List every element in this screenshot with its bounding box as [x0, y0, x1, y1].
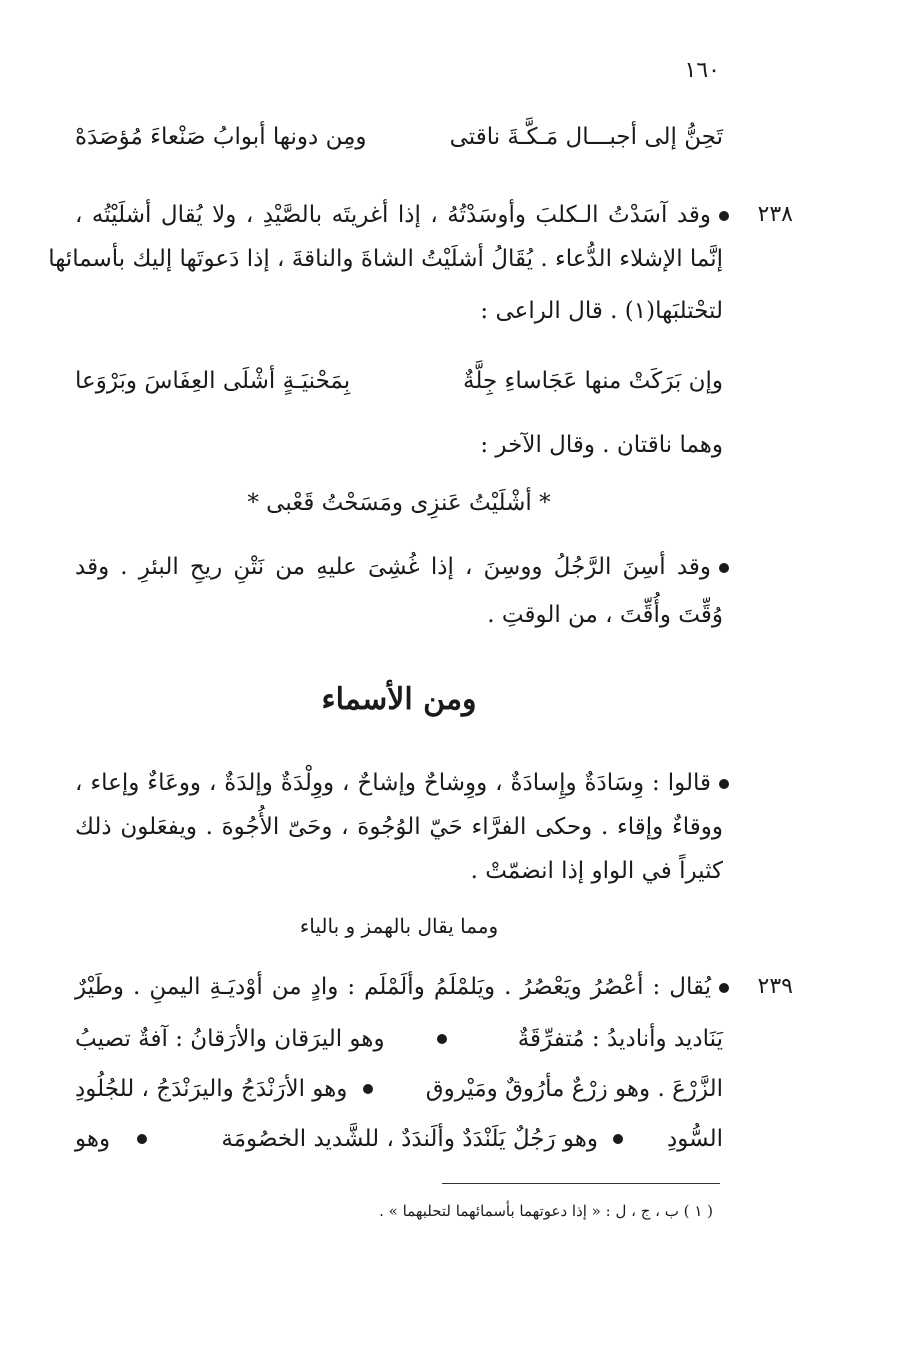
- entry-238-half-verse: * أشْلَيْتُ عَنزِى ومَسَحْتُ قَعْبى *: [247, 490, 551, 516]
- entry-239-segment: وهو الأرَنْدَجُ واليرَنْدَجُ ، للجُلُودِ: [75, 1076, 348, 1102]
- bullet-icon: [363, 1084, 373, 1094]
- bullet-icon: [437, 1034, 447, 1044]
- entry-239-line-4: [75, 1124, 723, 1154]
- bullet-icon: [719, 211, 729, 221]
- subheading: ومما يقال بالهمز و بالياء: [299, 914, 499, 938]
- entry-239-line-2: [75, 1024, 723, 1054]
- verse-left-hemistich: ومِن دونها أبوابُ صَنْعاءَ مُؤصَدَهْ: [75, 124, 367, 150]
- section-paragraph-line-3: كثيراً في الواو إذا انضمّتْ .: [470, 858, 723, 884]
- section-heading: ومن الأسماء: [321, 682, 477, 717]
- entry-238-after-verse: وهما ناقتان . وقال الآخر :: [480, 432, 723, 458]
- entry-number-238: ٢٣٨: [757, 202, 793, 227]
- section-paragraph-line-1: قالوا : وِسَادَةٌ وإِسادَةٌ ، ووِشاحٌ وإشاحٌ ، ووِلْدَةٌ وإلدَةٌ ، ووعَاءٌ وإعاء ،: [75, 770, 711, 796]
- verse-left-hemistich: بِمَحْنيَـةٍ أشْلَى العِفَاسَ وبَرْوَعا: [75, 368, 351, 394]
- entry-239-segment: الزَّرْعَ . وهو زرْعٌ مأرُوقٌ ومَيْروق: [425, 1076, 723, 1102]
- footnote: ( ١ ) ب ، ج ، ل : « إذا دعوتهما بأسمائهما لتحلبهما » .: [379, 1202, 713, 1220]
- entry-238-line-3: لتحْتلبَها(١) . قال الراعى :: [480, 298, 723, 324]
- entry-238-verse: [75, 366, 723, 396]
- verse-right-hemistich: وإن بَرَكَتْ منها عَجَاساءِ جِلَّةٌ: [463, 368, 723, 394]
- entry-239-segment: وهو اليرَقان والأرَقانُ : آفةٌ تصيبُ: [75, 1026, 385, 1052]
- verse-right-hemistich: تَحِنُّ إلى أجبـــال مَـكَّـةَ ناقتى: [449, 124, 723, 150]
- entry-238-line-1: وقد آسَدْتُ الـكلبَ وأوسَدْتُهُ ، إذا أغريتَه بالصَّيْدِ ، ولا يُقال أشلَيْتُه ،: [75, 202, 711, 228]
- entry-238-sub-line-1: وقد أسِنَ الرَّجُلُ ووسِنَ ، إذا غُشِىَ عليهِ من نَتْنِ ريحِ البئرِ . وقد: [75, 554, 711, 580]
- bullet-icon: [719, 983, 729, 993]
- entry-239-segment: السُّودِ: [666, 1126, 723, 1152]
- entry-239-segment: وهو: [75, 1126, 111, 1152]
- section-paragraph-line-2: ووقاءٌ وإقاء . وحكى الفرَّاء حَيّ الوُجُوهَ ، وحَىّ الأُجُوهَ . ويفعَلون ذلك: [75, 814, 723, 840]
- footnote-divider: [442, 1183, 720, 1184]
- bullet-icon: [137, 1134, 147, 1144]
- entry-238-line-2: إنَّما الإشلاء الدُّعاء . يُقَالُ أشلَيْتُ الشاةَ والناقةَ ، إذا دَعوتَها إليك بأسمائها: [48, 246, 723, 272]
- entry-239-line-3: [75, 1074, 723, 1104]
- entry-238-sub-line-2: وُقِّتَ وأُقِّتَ ، من الوقتِ .: [487, 602, 723, 628]
- entry-239-line-1: يُقال : أعْصُرُ ويَعْصُرُ . ويَلمْلَمُ وألَمْلَم : وادٍ من أوْديَـةِ اليمنِ . وطَيْرٌ: [75, 974, 711, 1000]
- bullet-icon: [613, 1134, 623, 1144]
- entry-239-segment: يَنَاديد وأناديدُ : مُتفرِّقَةٌ: [517, 1026, 723, 1052]
- bullet-icon: [719, 563, 729, 573]
- bullet-icon: [719, 779, 729, 789]
- opening-verse: [75, 122, 723, 152]
- entry-number-239: ٢٣٩: [757, 974, 793, 999]
- page-number: ١٦٠: [684, 58, 720, 83]
- entry-239-segment: وهو رَجُلٌ يَلَنْدَدٌ وألَندَدٌ ، للشَّديد الخصُومَة: [221, 1126, 598, 1152]
